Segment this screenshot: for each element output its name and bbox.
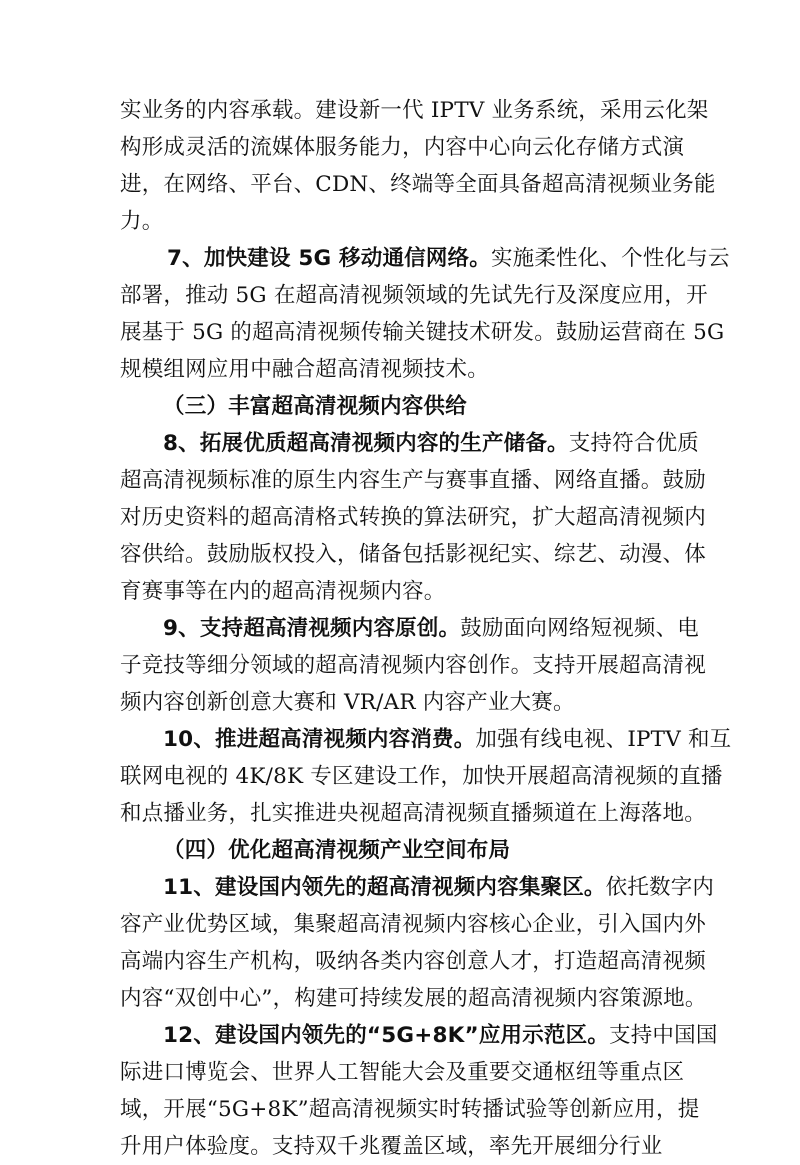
item-first-line <box>120 425 699 462</box>
document-page <box>120 92 732 1165</box>
text-line: 域，开展“5G+8K”超高清视频实时转播试验等创新应用，提 <box>120 1097 700 1122</box>
item-first-line <box>120 610 699 647</box>
item-8 <box>120 425 706 610</box>
item-first-line <box>120 240 730 277</box>
item-text: 实施柔性化、个性化与云 <box>490 246 730 271</box>
text-line: 力。 <box>120 209 164 234</box>
section-heading: （四）优化超高清视频产业空间布局 <box>163 838 511 863</box>
text-line: 对历史资料的超高清格式转换的算法研究，扩大超高清视频内 <box>120 505 706 530</box>
paragraph-continuation <box>120 92 716 240</box>
item-11 <box>120 869 715 1017</box>
item-text: 支持中国国 <box>609 1023 718 1048</box>
text-line: 频内容创新创意大赛和 VR/AR 内容产业大赛。 <box>120 690 575 715</box>
item-title: 9、支持超高清视频内容原创。 <box>163 616 461 641</box>
item-title: 12、建设国内领先的“5G+8K”应用示范区。 <box>163 1023 610 1048</box>
item-text: 加强有线电视、IPTV 和互 <box>475 727 732 752</box>
text-line: 子竞技等细分领域的超高清视频内容创作。支持开展超高清视 <box>120 653 706 678</box>
text-line: 部署，推动 5G 在超高清视频领域的先试先行及深度应用，开 <box>120 283 708 308</box>
item-title: 8、拓展优质超高清视频内容的生产储备。 <box>163 431 569 456</box>
text-line: 展基于 5G 的超高清视频传输关键技术研发。鼓励运营商在 5G <box>120 320 725 345</box>
text-line: 进，在网络、平台、CDN、终端等全面具备超高清视频业务能 <box>120 172 716 197</box>
item-text: 依托数字内 <box>605 875 715 900</box>
item-9 <box>120 610 706 721</box>
item-title: 10、推进超高清视频内容消费。 <box>163 727 476 752</box>
item-first-line <box>120 721 732 758</box>
item-7 <box>120 240 730 388</box>
text-line: 规模组网应用中融合超高清视频技术。 <box>120 357 489 382</box>
text-line: 构形成灵活的流媒体服务能力，内容中心向云化存储方式演 <box>120 135 685 160</box>
text-line: 育赛事等在内的超高清视频内容。 <box>120 579 446 604</box>
text-line: 际进口博览会、世界人工智能大会及重要交通枢纽等重点区 <box>120 1060 685 1085</box>
item-first-line <box>120 1017 718 1054</box>
text-line: 高端内容生产机构，吸纳各类内容创意人才，打造超高清视频 <box>120 949 706 974</box>
item-text: 鼓励面向网络短视频、电 <box>460 616 699 641</box>
text-line: 容产业优势区域，集聚超高清视频内容核心企业，引入国内外 <box>120 912 706 937</box>
text-line: 容供给。鼓励版权投入，储备包括影视纪实、综艺、动漫、体 <box>120 542 706 567</box>
item-title: 11、建设国内领先的超高清视频内容集聚区。 <box>163 875 606 900</box>
item-text: 支持符合优质 <box>568 431 699 456</box>
text-line: 内容“双创中心”，构建可持续发展的超高清视频内容策源地。 <box>120 986 707 1011</box>
item-first-line <box>120 869 715 906</box>
section-heading: （三）丰富超高清视频内容供给 <box>163 394 467 419</box>
item-10 <box>120 721 732 832</box>
item-12 <box>120 1017 718 1165</box>
text-line: 联网电视的 4K/8K 专区建设工作，加快开展超高清视频的直播 <box>120 764 723 789</box>
text-line: 升用户体验度。支持双千兆覆盖区域，率先开展细分行业 <box>120 1134 663 1159</box>
text-line: 超高清视频标准的原生内容生产与赛事直播、网络直播。鼓励 <box>120 468 706 493</box>
item-title: 7、加快建设 5G 移动通信网络。 <box>167 246 491 271</box>
text-line: 实业务的内容承载。建设新一代 IPTV 业务系统，采用云化架 <box>120 98 709 123</box>
text-line: 和点播业务，扎实推进央视超高清视频直播频道在上海落地。 <box>120 801 706 826</box>
